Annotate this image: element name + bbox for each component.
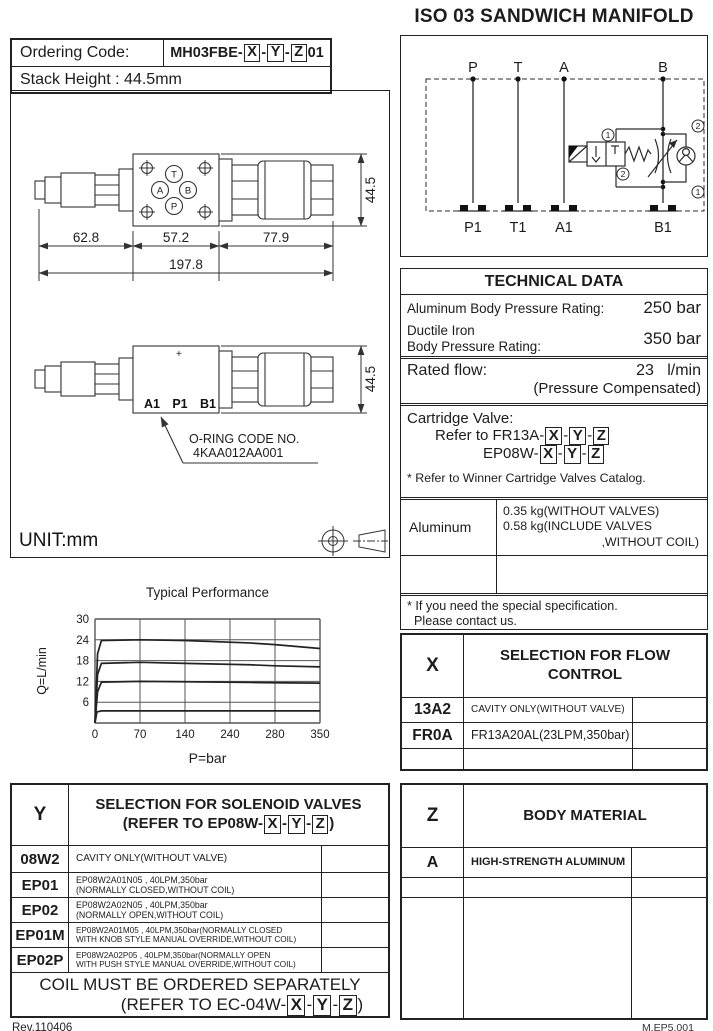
rated-flow-label: Rated flow: <box>407 362 488 380</box>
y-key: Y <box>12 785 69 845</box>
svg-text:P: P <box>170 201 178 213</box>
coil-note <box>12 972 388 1016</box>
table-row: FR0A FR13A20AL(23LPM,350bar) <box>402 722 706 748</box>
alu-pressure-value: 250 bar <box>643 298 701 318</box>
table-row: EP02 EP08W2A02N05 , 40LPM,350bar (NORMALLY OPEN,WITHOUT COIL) <box>12 897 388 922</box>
circuit-junction-dots <box>470 76 665 189</box>
svg-text:P=bar: P=bar <box>188 750 227 766</box>
first-angle-projection-icon <box>353 530 388 552</box>
svg-text:197.8: 197.8 <box>169 257 203 272</box>
circuit-frame <box>426 79 704 211</box>
svg-text:4KAA012AA001: 4KAA012AA001 <box>193 446 284 460</box>
svg-text:62.8: 62.8 <box>72 230 100 245</box>
x-key: X <box>402 635 464 697</box>
svg-text:44.5: 44.5 <box>363 176 378 204</box>
table-row: EP01M EP08W2A01M05 , 40LPM,350bar(NORMALLY CLOSED WITH KNOB STYLE MANUAL OVERRIDE,WITHOUT COIL) <box>12 922 388 947</box>
svg-text:1: 1 <box>695 187 701 197</box>
rated-flow-note: (Pressure Compensated) <box>533 380 701 398</box>
side-view-port-labels <box>144 397 216 411</box>
chart-series <box>95 662 320 723</box>
target-icon <box>318 526 348 556</box>
hydraulic-circuit-diagram <box>400 35 708 257</box>
circuit-top-port-labels <box>468 60 668 76</box>
table-row-empty <box>402 748 706 769</box>
svg-text:12: 12 <box>76 676 89 689</box>
table-row: EP02P EP08W2A02P05 , 40LPM,350bar(NORMALLY OPEN WITH PUSH STYLE MANUAL OVERRIDE,WITHOUT COIL) <box>12 947 388 972</box>
dimension-drawing <box>10 90 390 558</box>
ordering-code-table <box>10 38 332 94</box>
svg-text:280: 280 <box>265 729 285 741</box>
z-selection-table <box>400 783 708 1020</box>
svg-text:B1: B1 <box>654 220 672 236</box>
revision-text: Rev.110406 <box>12 1022 73 1031</box>
svg-text:1: 1 <box>605 130 611 140</box>
y-selection-table <box>10 783 390 1018</box>
coil-note-line2: (REFER TO EC-04W- X - Y - Z ) <box>120 995 364 1015</box>
table-row-empty <box>402 897 706 1018</box>
performance-chart-svg <box>30 573 360 778</box>
svg-text:140: 140 <box>175 729 195 741</box>
unit-label: UNIT:mm <box>19 530 99 551</box>
table-row: A HIGH-STRENGTH ALUMINUM <box>402 847 706 877</box>
circuit-bottom-port-symbols <box>458 205 678 211</box>
x-selection-table <box>400 633 708 771</box>
svg-text:30: 30 <box>76 614 89 626</box>
alu-pressure-label: Aluminum Body Pressure Rating: <box>407 300 605 316</box>
doc-number: M.EP5.001 <box>642 1022 694 1031</box>
table-row: 13A2 CAVITY ONLY(WITHOUT VALVE) <box>402 697 706 722</box>
svg-text:2: 2 <box>695 121 701 131</box>
table-row: EP01 EP08W2A01N05 , 40LPM,350bar (NORMALLY CLOSED,WITHOUT COIL) <box>12 872 388 897</box>
cartridge-ref-1: Refer to FR13A- X - Y - Z <box>435 427 701 446</box>
svg-text:P1: P1 <box>172 397 188 411</box>
svg-text:O-RING CODE NO.: O-RING CODE NO. <box>189 432 300 446</box>
z-key: Z <box>402 785 464 847</box>
svg-text:B: B <box>184 185 192 197</box>
dimension-label-side-height: 44.5 <box>363 365 378 393</box>
y-title: SELECTION FOR SOLENOID VALVES (REFER TO EP08W- X - Y - Z ) <box>95 796 362 832</box>
performance-chart <box>30 573 360 778</box>
weight-table <box>401 500 707 593</box>
svg-text:70: 70 <box>133 729 147 741</box>
svg-text:Q=L/min: Q=L/min <box>35 647 49 695</box>
svg-text:A: A <box>559 60 569 76</box>
svg-text:350: 350 <box>310 729 330 741</box>
svg-text:T: T <box>513 60 523 76</box>
iron-pressure-label: Ductile Iron Body Pressure Rating: <box>407 323 541 354</box>
svg-text:24: 24 <box>76 634 89 647</box>
svg-text:B: B <box>658 60 668 76</box>
plus-mark: + <box>176 349 182 360</box>
circuit-gallery-lines <box>473 79 663 203</box>
y-title-ref: (REFER TO EP08W- X - Y - Z ) <box>122 815 335 832</box>
z-title: BODY MATERIAL <box>523 806 647 824</box>
svg-text:6: 6 <box>82 697 89 710</box>
svg-text:18: 18 <box>76 655 89 668</box>
rated-flow-value: 23 l/min <box>636 362 701 380</box>
svg-text:A1: A1 <box>144 397 160 411</box>
circuit-bottom-port-labels <box>464 220 672 236</box>
svg-text:0: 0 <box>91 729 99 741</box>
rated-flow-row <box>401 359 707 406</box>
circuit-svg <box>401 36 706 255</box>
svg-text:P1: P1 <box>464 220 482 236</box>
cartridge-valve-block <box>401 406 707 500</box>
chart-series <box>95 711 320 723</box>
svg-text:B1: B1 <box>200 397 216 411</box>
cartridge-ref-2: EP08W- X - Y - Z <box>483 445 701 464</box>
ordering-code-value: MH03FBE- X - Y - Z 01 <box>170 44 324 61</box>
svg-text:77.9: 77.9 <box>262 230 290 245</box>
svg-text:T1: T1 <box>509 220 527 236</box>
weight-material: Aluminum <box>401 500 497 555</box>
catalog-note: * Refer to Winner Cartridge Valves Catalog. <box>407 470 646 485</box>
check-valve-symbol <box>663 120 704 198</box>
technical-data-title: TECHNICAL DATA <box>401 269 707 295</box>
technical-data-panel <box>400 268 708 630</box>
table-row-empty <box>402 877 706 897</box>
solenoid-valve-symbol <box>569 129 663 187</box>
svg-text:57.2: 57.2 <box>162 230 190 245</box>
svg-text:Typical Performance: Typical Performance <box>145 585 270 600</box>
drawing-svg <box>11 91 388 556</box>
x-title: SELECTION FOR FLOW CONTROL <box>500 647 670 683</box>
stack-height: Stack Height : 44.5mm <box>20 70 182 88</box>
iron-pressure-value: 350 bar <box>643 328 701 348</box>
svg-text:P: P <box>468 60 478 76</box>
coil-note-line1: COIL MUST BE ORDERED SEPARATELY <box>39 975 361 994</box>
ordering-code-label: Ordering Code: <box>12 40 164 66</box>
svg-text:T: T <box>171 169 177 181</box>
cartridge-valve-label: Cartridge Valve: <box>407 409 514 427</box>
svg-text:A: A <box>156 185 164 197</box>
oring-note <box>189 432 299 460</box>
table-row: 08W2 CAVITY ONLY(WITHOUT VALVE) <box>12 845 388 872</box>
special-spec-note: * If you need the special specification. Please contact us. <box>401 593 707 629</box>
weight-values: 0.35 kg(WITHOUT VALVES) 0.58 kg(INCLUDE VALVES ,WITHOUT COIL) <box>503 503 699 549</box>
page-title: ISO 03 SANDWICH MANIFOLD <box>414 6 694 27</box>
svg-text:240: 240 <box>220 729 240 741</box>
svg-text:2: 2 <box>620 169 626 179</box>
svg-text:A1: A1 <box>555 220 573 236</box>
